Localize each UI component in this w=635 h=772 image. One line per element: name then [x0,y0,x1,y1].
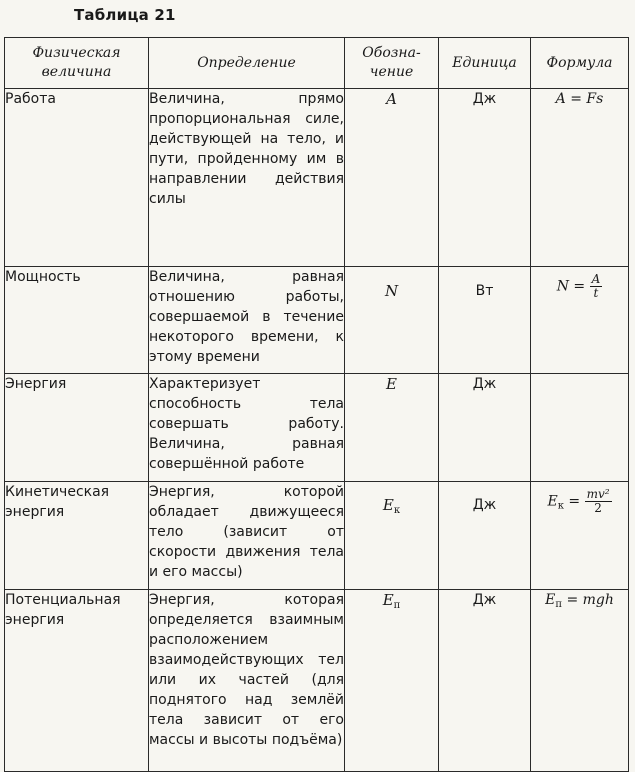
formula-cell [531,482,629,590]
fraction-denominator: 2 [594,501,602,515]
definition-text: Величина, прямо пропорциональная силе, действующей на тело, и пути, пройденному им в направлении действия силы [149,91,344,207]
symbol-subscript: п [393,600,401,611]
symbol-cell [345,374,439,482]
symbol-cell [345,267,439,374]
definition-cell [149,89,345,267]
quantity-name [5,482,149,590]
header-symbol [345,38,439,89]
definition-text: Энергия, которая определяется взаимным расположением взаимодействующих тел или их частей (для поднятого над землёй тела зависит от его массы и высоты подъёма) [149,592,344,748]
unit-text: Дж [472,497,497,513]
quantity-name-line-1: Потенциальная [5,592,121,608]
formula-lhs: A [555,91,566,107]
formula-equals: = [563,493,585,510]
fraction-denominator: t [593,286,599,300]
quantity-name [5,374,149,482]
definition-text: Величина, равная отношению работы, совершаемой в течение некоторого времени, к этому времени [149,269,344,365]
symbol-cell [345,482,439,590]
quantity-name-text: Энергия [5,376,67,392]
definition-cell [149,374,345,482]
quantity-name [5,89,149,267]
header-symbol-line-1: Обозна- [362,45,421,61]
symbol-text: A [386,90,397,108]
symbol-text: E [386,375,397,393]
definition-text: Характеризует способность тела совершать работу. Величина, равная совершённой работе [149,376,344,472]
definition-text: Энергия, которой обладает движущееся тело (зависит от скорости движения тела и его массы) [149,484,344,580]
symbol-text: E [382,591,394,609]
quantity-name-line-1: Кинетическая [5,484,110,500]
formula-cell [531,267,629,374]
quantity-name-line-2: энергия [5,612,65,628]
quantity-name-line-2: энергия [5,504,65,520]
header-quantity [5,38,149,89]
formula-subscript: к [557,500,564,512]
formula-rhs: mgh [582,592,614,608]
unit-cell [439,89,531,267]
table-row [5,89,629,267]
table-row [5,374,629,482]
formula-lhs: N [556,278,569,295]
unit-text: Дж [472,376,497,392]
unit-cell [439,482,531,590]
definition-cell [149,267,345,374]
fraction-numerator: A [591,272,601,286]
formula-cell [531,89,629,267]
quantity-name [5,590,149,772]
table-title: Таблица 21 [74,6,176,24]
unit-cell [439,267,531,374]
definition-cell [149,590,345,772]
physics-quantities-table [4,37,629,772]
unit-text: Дж [472,592,497,608]
formula-equals: = [562,592,583,608]
symbol-cell [345,89,439,267]
definition-cell [149,482,345,590]
unit-text: Дж [472,91,497,107]
header-unit [439,38,531,89]
header-formula [531,38,629,89]
header-quantity-line-2: величина [41,64,112,80]
symbol-text: E [382,496,394,514]
header-symbol-line-2: чение [369,64,414,80]
formula-lhs: E [545,592,556,608]
formula-lhs: E [547,493,558,510]
quantity-name-text: Работа [5,91,56,107]
symbol-text: N [384,282,399,300]
unit-cell [439,374,531,482]
header-formula-label: Формула [546,54,613,71]
quantity-name [5,267,149,374]
symbol-cell [345,590,439,772]
formula-fraction [590,273,603,300]
formula-subscript: п [555,599,562,610]
unit-text: Вт [475,283,494,299]
symbol-subscript: к [393,505,401,516]
header-quantity-line-1: Физическая [32,45,121,61]
header-definition-label: Определение [197,54,296,71]
header-definition [149,38,345,89]
formula-cell-empty [531,374,629,482]
table-row [5,482,629,590]
formula-rhs: Fs [586,91,604,107]
header-row [5,38,629,89]
formula-equals: = [568,278,590,295]
header-unit-label: Единица [452,54,517,71]
formula-fraction [585,488,612,515]
formula-cell [531,590,629,772]
quantity-name-text: Мощность [5,269,81,285]
table-row [5,590,629,772]
table-row [5,267,629,374]
formula-equals: = [565,91,587,107]
fraction-numerator: mv² [586,487,610,501]
unit-cell [439,590,531,772]
